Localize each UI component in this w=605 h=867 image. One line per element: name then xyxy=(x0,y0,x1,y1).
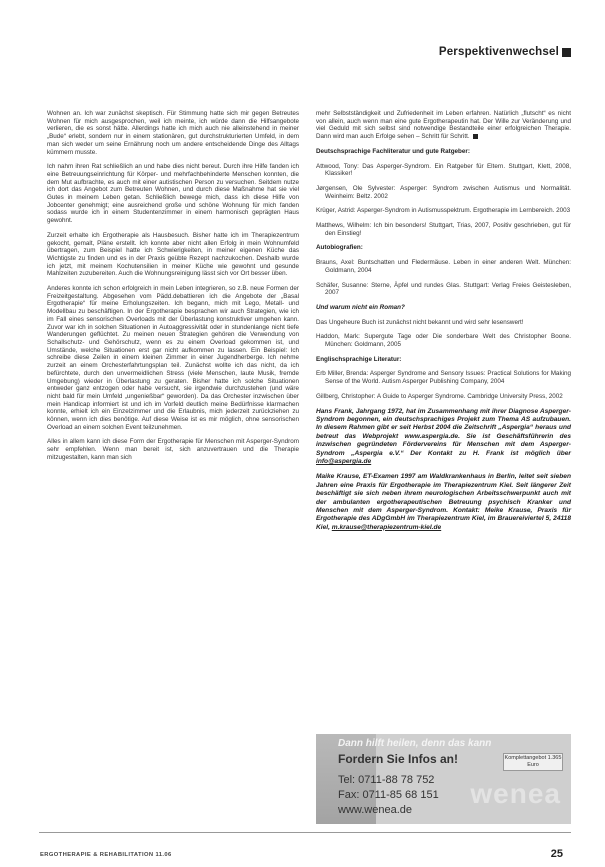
ad-watermark: wenea xyxy=(470,778,561,809)
literature-block xyxy=(316,148,571,238)
ad-slogan: Dann hilft heilen, denn das kann xyxy=(338,738,492,749)
ad-badge: Komplettangebot 1.365 Euro xyxy=(503,753,563,771)
body-paragraph: Alles in allem kann ich diese Form der Ergotherapie für Menschen mit Asperger-Syndrom sehr empfehlen. Wenn man bereit ist, sich anzuvertrauen und die Therapie mitzugestalten, kann man sich xyxy=(47,438,299,461)
literature-entry: Haddon, Mark: Supergute Tage oder Die sonderbare Welt des Christopher Boone. München: Goldmann, 2005 xyxy=(316,333,571,349)
author-contact-prefix: Der Kontakt zu H. Frank ist möglich über xyxy=(410,449,571,457)
body-paragraph: Anderes konnte ich schon erfolgreich in mein Leben integrieren, so z.B. neue Formen der Freizeitgestaltung. Abgesehen vom Pädd.debattieren ich die Angebote der „Basal Ergotherapie“ für meine Erholungszeiten. Ich begann, mich mit Lego, Metall- und Modellbau zu beschäftigen. In der Ergotherapie besprachen wir auch Strategien, wie ich im Fall eines sensorischen Overloads mit der Überlastung konstruktiver umgehen kann. Zuvor war ich in solchen Situationen in Autoaggressivität oder in stundenlange nicht tiefe Wanderungen geflüchtet. Zu meinen neuen Strategien gehören die Verwendung von Schallschutz- und Gehörschutz, wenn es zu einem Overload gekommen ist, und Umstände, welche Situationen erst gar nicht aufkommen zu lassen. Ein Beispiel: Ich schreibe diese Zeilen in einem kleinen Zimmer in einer Jugendherberge. Ich nehme zurzeit an einem Orchesterfahrtungsplan teil. Zunächst wollte ich das nicht, da ich befürchtete, durch den unvermeidlichen Stress (viele Menschen, laute Musik, fremde Umgebung) wieder in Überlastung zu geraten. Bisher hatte ich solche Situationen entweder ganz entzogen oder habe versucht, sie irgendwie durchzustehen (und wäre nicht bald für mein Umfeld „ungenießbar“ geworden). Da das Orchester inzwischen über mein Handicap informiert ist und ich im Vorfeld deutlich meine Bedürfnisse klarmachen konnte, erhielt ich ein Einzelzimmer und die Erlaubnis, mich jederzeit zurückziehen zu können, wenn ich dies benötige. Auf diese Weise ist es mir möglich, ohne sensorischen Overload an einem solchen Event teilzunehmen. xyxy=(47,285,299,431)
literature-heading: Autobiografien: xyxy=(316,244,363,252)
ad-phone[interactable]: Tel: 0711-88 78 752 xyxy=(338,774,435,786)
ad-fax: Fax: 0711-85 68 151 xyxy=(338,789,439,801)
intro-paragraph xyxy=(316,110,571,141)
literature-entry: Krüger, Astrid: Asperger-Syndrom in Autismusspektrum. Ergotherapie im Lernbereich. 2003 xyxy=(316,207,571,215)
advertisement[interactable] xyxy=(316,734,571,824)
author-bio xyxy=(316,408,571,467)
literature-entry: Erb Miller, Brenda: Asperger Syndrome and Sensory Issues: Practical Solutions for Making Sense of the World. Autism Asperger Publishing Company, 2004 xyxy=(316,370,571,386)
author-bio xyxy=(316,473,571,532)
page-number: 25 xyxy=(550,848,563,860)
literature-entry: Matthews, Wilhelm: Ich bin besonders! Stuttgart, Trias, 2007, Positiv geschrieben, gut für den Einstieg! xyxy=(316,222,571,237)
end-square-icon xyxy=(473,134,478,139)
page-header xyxy=(0,44,605,66)
author-email-link[interactable]: info@aspergia.de xyxy=(316,458,372,466)
author-email-link[interactable]: m.krause@therapiezentrum-kiel.de xyxy=(331,523,442,531)
literature-heading: Deutschsprachige Fachliteratur und gute Ratgeber: xyxy=(316,147,470,155)
ad-website-link[interactable]: www.wenea.de xyxy=(338,804,412,816)
literature-entry: Brauns, Axel: Buntschatten und Fledermäuse. Leben in einer anderen Welt. München: Goldmann, 2004 xyxy=(316,259,571,274)
section-title: Perspektivenwechsel xyxy=(438,46,559,58)
body-paragraph: Wohnen an. Ich war zunächst skeptisch. Für Stimmung hatte sich mir gegen Betreutes Wohnen für mich ausgesprochen, weil ich meinte, ich würde dann die Hilfsangebote verlieren, die es sonst hätte. Allerdings hatte ich mich auch nie alleinstehend in meiner „Bude“ erlebt, sondern nur in einem stationären, gut durchstrukturierten Umfeld, in dem man sich weder um seine Ernährung noch um andere entscheidende Dinge des Alltags kümmern musste. xyxy=(47,110,299,156)
author-contact-label: Kontakt: Meike Krause, Praxis für Ergotherapie des ADgGmbH im Therapiezentrum Kiel, im Brauereiviertel 5, 24118 Kiel, xyxy=(316,507,572,531)
literature-entry: Gillberg, Christopher: A Guide to Asperger Syndrome. Cambridge University Press, 2002 xyxy=(316,392,563,400)
literature-heading: Und warum nicht ein Roman? xyxy=(316,303,405,311)
left-column xyxy=(47,110,299,469)
journal-name: ERGOTHERAPIE & REHABILITATION 11.06 xyxy=(40,852,172,858)
literature-entry: Schäfer, Susanne: Sterne, Äpfel und rundes Glas. Stuttgart: Verlag Freies Geistesleben, 2007 xyxy=(316,281,571,297)
body-paragraph: Zurzeit erhalte ich Ergotherapie als Hausbesuch. Bisher hatte ich im Therapiezentrum gekocht, gemalt, Pläne erstellt. Ich konnte aber nicht allen Erfolg in mein Wohnumfeld übertragen, zum Beispiel hatte ich Schwierigkeiten, in meiner eigenen Küche das Wichtigste zu finden und es in der Praxis geübte Rezept nachzukochen. Deshalb wurde ich jetzt, mit meinem Kochutensilien in meiner Küche wie gewohnt und gesunde Mahlzeiten zuzubereiten. Auch die Wohnungsreinigung lässt sich vor Ort besser üben. xyxy=(47,231,299,278)
literature-block xyxy=(316,304,571,349)
literature-heading: Englischsprachige Literatur: xyxy=(316,355,402,363)
body-paragraph: Ich nahm ihren Rat schließlich an und habe dies nicht bereut. Durch ihre Hilfe fanden ich eine Betreuungseinrichtung für Körper- und mehrfachbehinderte Menschen konnten, die dem Mut aufbrachte, es auch mit einer autistischen Person zu versuchen. Seitdem nutze ich dort das Angebot zum Betreuten Wohnen, und durch diese Maßnahme hat sie viel Gutes in meinem Leben getan. Schließlich bewege mich, dass ich diese Hilfe von Jobcenter genehmigt; eine ausreichend große und schöne Wohnung für mich fanden sodass wurde ich in einem Studentenzimmer in einem harmonisch geprägten Haus gewohnt. xyxy=(47,163,299,225)
intro-text: mehr Selbstständigkeit und Zufriedenheit im Leben erfahren. Natürlich „flutscht“ es nicht von allein, auch wenn man eine gute Ergotherapeutin hat. Der Wille zur Veränderung und viel Geduld mit sich selbst sind notwendige Bestandteile einer erfolgreichen Therapie. Dann wird man auch Erfolge sehen – Schritt für Schritt. xyxy=(316,110,571,141)
footer-divider xyxy=(39,832,571,833)
author-bio-text: Maike Krause, ET-Examen 1997 am Waldkrankenhaus in Berlin, leitet seit sieben Jahren eine Praxis für Ergotherapie im Therapiezentrum Kiel. Seit längerer Zeit beschäftigt sie sich neben ihrem neurologischen Arbeitsschwerpunkt auch mit der ambulanten ergotherapeutischen Betreuung psychisch Kranker und Menschen mit dem Asperger-Syndrom. xyxy=(316,473,571,515)
literature-block xyxy=(316,356,571,401)
literature-entry: Das Ungeheure Buch ist zunächst nicht bekannt und wird sehr lesenswert! xyxy=(316,318,524,326)
right-column xyxy=(316,110,571,539)
literature-block xyxy=(316,244,571,297)
literature-entry: Attwood, Tony: Das Asperger-Syndrom. Ein Ratgeber für Eltern. Stuttgart, Klett, 2008, Klassiker! xyxy=(316,162,571,178)
section-square-icon xyxy=(562,48,571,57)
ad-headline: Fordern Sie Infos an! xyxy=(338,752,459,766)
literature-entry: Jørgensen, Ole Sylvester: Asperger: Syndrom zwischen Autismus und Normalität. Weinheim: Beltz. 2002 xyxy=(316,184,571,200)
author-bio-text: Hans Frank, Jahrgang 1972, hat im Zusammenhang mit ihrer Diagnose Asperger-Syndrom begonnen, ein deutschsprachiges Projekt zum Thema AS aufzubauen. In diesem Rahmen gibt er seit Herbst 2004 die Zeitschrift „Aspergia“ heraus und betreut das Webprojekt www.aspergia.de. Sie ist Geschäftsführerin des inzwischen gegründeten Fördervereins für Menschen mit dem Asperger-Syndrom „Aspergia e.V.“ xyxy=(316,407,571,457)
